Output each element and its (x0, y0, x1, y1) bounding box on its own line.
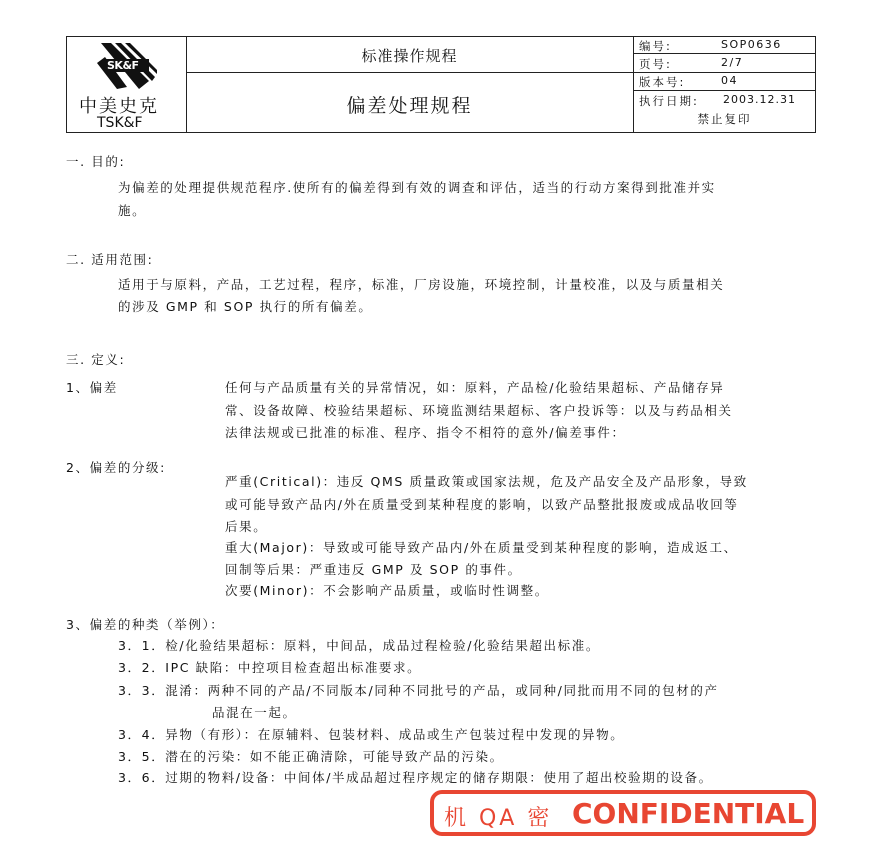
section-heading-definitions: 三. 定义: (66, 352, 126, 367)
type-item: 3．2．IPC 缺陷：中控项目检查超出标准要求。 (118, 660, 422, 675)
critical-line: 严重(Critical)：违反 QMS 质量政策或国家法规，危及产品安全及产品形象，导致 (225, 474, 748, 489)
type-item: 3．5．潜在的污染：如不能正确清除，可能导致产品的污染。 (118, 749, 504, 764)
version-label: 版本号: (639, 75, 686, 89)
company-name-en: TSK&F (97, 115, 143, 131)
purpose-line: 施。 (118, 203, 147, 218)
definition-line: 常、设备故障、校验结果超标、环境监测结果超标、客户投诉等：以及与药品相关 (225, 403, 733, 418)
definition-label-types: 3、偏差的种类（举例）： (66, 617, 225, 632)
scope-line: 的涉及 GMP 和 SOP 执行的所有偏差。 (118, 299, 373, 314)
logo-mark-text: SK&F (107, 59, 139, 72)
type-item: 3．4．异物（有形）：在原辅料、包装材料、成品或生产包装过程中发现的异物。 (118, 727, 625, 742)
section-heading-scope: 二. 适用范围: (66, 252, 154, 267)
major-line: 重大(Major)：导致或可能导致产品内/外在质量受到某种程度的影响，造成返工、 (225, 540, 738, 555)
confidential-stamp (430, 790, 816, 836)
company-logo (97, 43, 157, 89)
type-item: 3．1．检/化验结果超标：原料，中间品，成品过程检验/化验结果超出标准。 (118, 638, 600, 653)
page-value: 2/7 (721, 56, 744, 69)
critical-line: 后果。 (225, 519, 268, 534)
section-heading-purpose: 一. 目的: (66, 154, 126, 169)
company-name-cn: 中美史克 (79, 96, 159, 117)
stamp-top-text: 机 QA 密 (444, 806, 553, 831)
document-type: 标准操作规程 (361, 47, 458, 65)
minor-line: 次要(Minor)：不会影响产品质量，或临时性调整。 (225, 583, 549, 598)
no-copy-notice: 禁止复印 (697, 112, 752, 126)
type-item: 3．3．混淆：两种不同的产品/不同版本/同种不同批号的产品，或同种/同批而用不同的包材的产 (118, 683, 719, 698)
major-line: 回制等后果：严重违反 GMP 及 SOP 的事件。 (225, 562, 522, 577)
definition-label-deviation: 1、偏差 (66, 380, 118, 395)
type-item-continuation: 品混在一起。 (212, 705, 297, 720)
definition-line: 任何与产品质量有关的异常情况，如：原料，产品检/化验结果超标、产品储存异 (225, 380, 725, 395)
stamp-main-text: CONFIDENTIAL (572, 797, 805, 830)
type-item: 3．6．过期的物料/设备：中间体/半成品超过程序规定的储存期限：使用了超出校验期的设备。 (118, 770, 713, 785)
document-header-table (66, 36, 816, 133)
definition-line: 法律法规或已批准的标准、程序、指令不相符的意外/偏差事件： (225, 425, 626, 440)
version-value: 04 (721, 74, 738, 87)
effective-date-label: 执行日期: (639, 94, 699, 108)
code-label: 编号: (639, 39, 672, 53)
critical-line: 或可能导致产品内/外在质量受到某种程度的影响，以致产品整批报废或成品收回等 (225, 497, 739, 512)
effective-date-value: 2003.12.31 (723, 93, 796, 106)
document-title: 偏差处理规程 (346, 95, 473, 117)
code-value: SOP0636 (721, 38, 782, 51)
definition-label-classification: 2、偏差的分级: (66, 460, 166, 475)
scope-line: 适用于与原料，产品，工艺过程，程序，标准，厂房设施，环境控制，计量校准，以及与质量相关 (118, 277, 725, 292)
purpose-line: 为偏差的处理提供规范程序.使所有的偏差得到有效的调查和评估，适当的行动方案得到批准并实 (118, 180, 716, 195)
page-label: 页号: (639, 57, 672, 71)
